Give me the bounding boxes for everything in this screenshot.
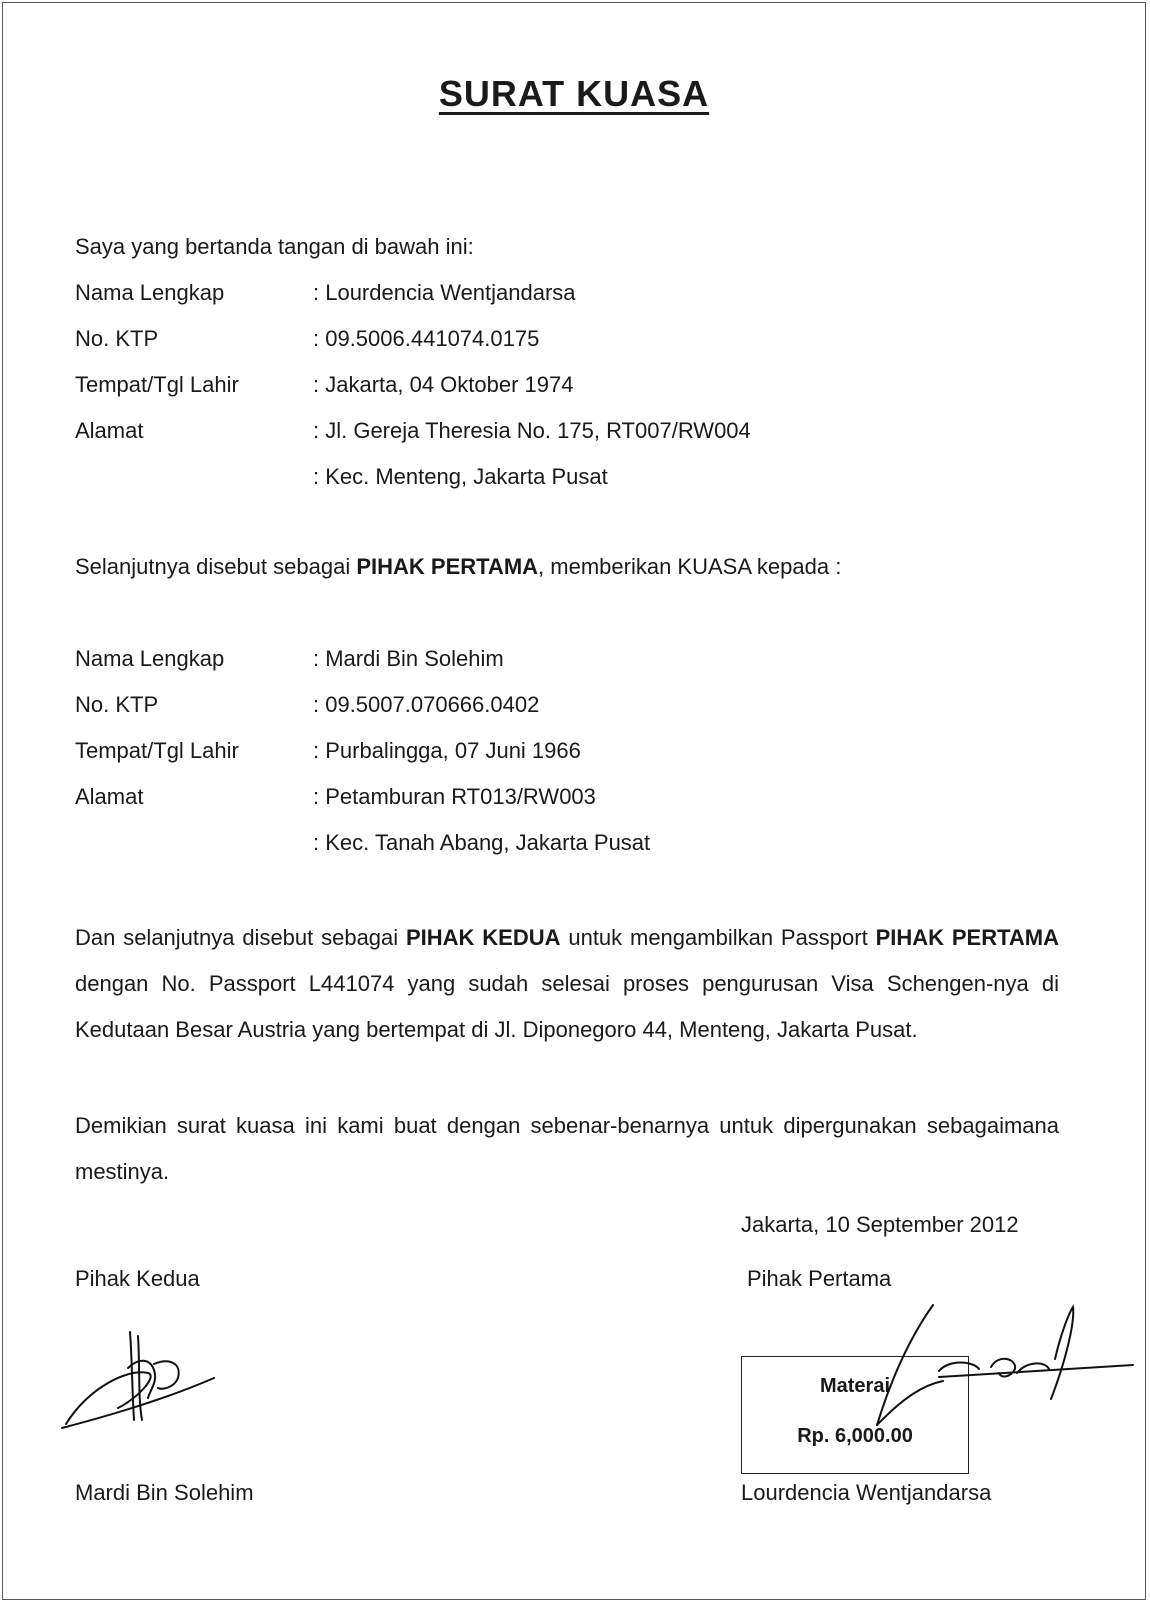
transfer-statement: Selanjutnya disebut sebagai PIHAK PERTAMA, memberikan KUASA kepada : — [75, 554, 842, 579]
field-value: : Kec. Tanah Abang, Jakarta Pusat — [313, 830, 651, 855]
document-title: SURAT KUASA — [438, 73, 710, 114]
field-value: : 09.5007.070666.0402 — [313, 692, 540, 717]
field-label: Tempat/Tgl Lahir — [75, 372, 239, 397]
field-label: Alamat — [75, 418, 144, 443]
field-value: : Purbalingga, 07 Juni 1966 — [313, 738, 581, 763]
place-date: Jakarta, 10 September 2012 — [741, 1212, 1019, 1237]
field-value: : Mardi Bin Solehim — [313, 646, 504, 671]
stamp-amount: Rp. 6,000.00 — [797, 1425, 913, 1447]
field-value: : Petamburan RT013/RW003 — [313, 784, 596, 809]
intro-text: Saya yang bertanda tangan di bawah ini: — [75, 234, 474, 259]
field-value: : 09.5006.441074.0175 — [313, 326, 540, 351]
closing-paragraph: Demikian surat kuasa ini kami buat dengan sebenar-benarnya untuk dipergunakan sebagaimana mestinya. — [75, 1113, 1059, 1184]
field-label: Nama Lengkap — [75, 646, 225, 671]
right-signature — [803, 1303, 1143, 1443]
field-label: Tempat/Tgl Lahir — [75, 738, 239, 763]
letter-page — [2, 2, 1146, 1600]
left-signer-name: Mardi Bin Solehim — [75, 1480, 254, 1505]
field-value: : Jakarta, 04 Oktober 1974 — [313, 372, 574, 397]
field-value: : Lourdencia Wentjandarsa — [313, 280, 576, 305]
field-value: : Jl. Gereja Theresia No. 175, RT007/RW004 — [313, 418, 751, 443]
field-label: Nama Lengkap — [75, 280, 225, 305]
right-signer-role: Pihak Pertama — [747, 1266, 892, 1291]
left-signer-role: Pihak Kedua — [75, 1266, 200, 1291]
field-value: : Kec. Menteng, Jakarta Pusat — [313, 464, 608, 489]
left-signature — [58, 1328, 228, 1438]
right-signer-name: Lourdencia Wentjandarsa — [741, 1480, 992, 1505]
bold-party-name: PIHAK PERTAMA — [356, 554, 539, 579]
purpose-paragraph: Dan selanjutnya disebut sebagai PIHAK KEDUA untuk mengambilkan Passport PIHAK PERTAMA dengan No. Passport L441074 yang sudah selesai proses pengurusan Visa Schengen-nya di Kedutaan Besar Austria yang bertempat di Jl. Diponegoro 44, Menteng, Jakarta Pusat. — [75, 925, 1059, 1042]
field-label: No. KTP — [75, 692, 159, 717]
field-label: No. KTP — [75, 326, 159, 351]
field-label: Alamat — [75, 784, 144, 809]
stamp-label: Materai — [819, 1375, 891, 1397]
